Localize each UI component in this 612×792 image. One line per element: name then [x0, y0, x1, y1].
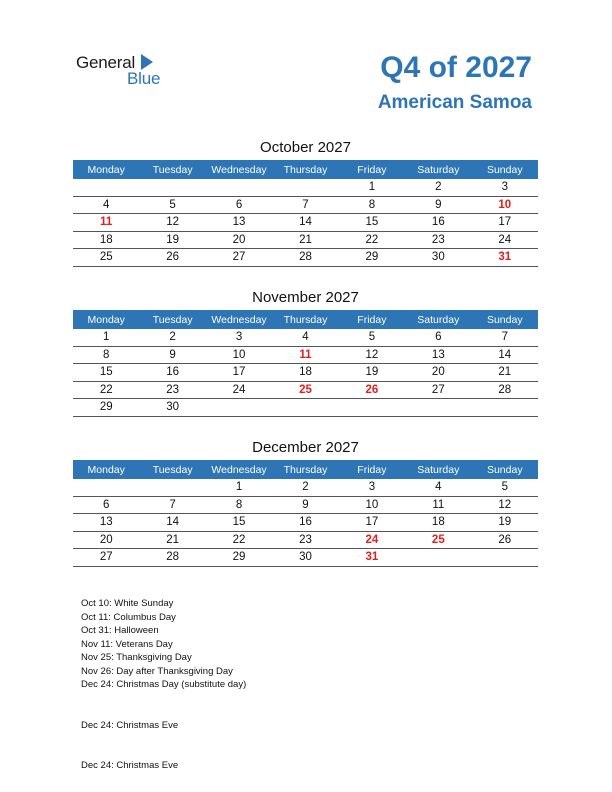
weekday-header-saturday: Saturday	[405, 310, 471, 329]
day-cell: 23	[272, 531, 338, 549]
day-cell: 7	[272, 196, 338, 214]
day-cell: 31	[472, 249, 538, 267]
day-cell: 2	[405, 179, 471, 196]
brand-general-text: General	[76, 53, 136, 72]
day-cell: 21	[472, 364, 538, 382]
month-title: October 2027	[260, 139, 351, 156]
weekday-header-monday: Monday	[73, 310, 139, 329]
weekday-header-friday: Friday	[339, 310, 405, 329]
week-row	[73, 531, 538, 549]
day-cell: 22	[339, 231, 405, 249]
day-cell: 14	[139, 514, 205, 532]
day-cell: 15	[73, 364, 139, 382]
day-cell: 9	[139, 346, 205, 364]
day-cell: 20	[73, 531, 139, 549]
week-row	[73, 549, 538, 567]
day-cell: 17	[206, 364, 272, 382]
empty-day-cell	[139, 179, 205, 196]
page-subtitle: American Samoa	[377, 92, 532, 113]
day-cell: 22	[73, 381, 139, 399]
weekday-header-wednesday: Wednesday	[206, 310, 272, 329]
weekday-header-thursday: Thursday	[272, 460, 338, 479]
empty-day-cell	[472, 399, 538, 417]
day-cell: 19	[139, 231, 205, 249]
empty-day-cell	[73, 179, 139, 196]
day-cell: 25	[405, 531, 471, 549]
week-row	[73, 364, 538, 382]
week-row	[73, 346, 538, 364]
day-cell: 25	[272, 381, 338, 399]
weekday-header-sunday: Sunday	[472, 160, 538, 179]
day-cell: 25	[73, 249, 139, 267]
week-row	[73, 399, 538, 417]
weekday-header-tuesday: Tuesday	[139, 160, 205, 179]
weekday-header-saturday: Saturday	[405, 460, 471, 479]
day-cell: 27	[73, 549, 139, 567]
holiday-spacer	[81, 732, 246, 759]
month-table	[73, 160, 538, 267]
day-cell: 12	[339, 346, 405, 364]
holiday-item: Oct 11: Columbus Day	[81, 611, 176, 623]
day-cell: 26	[339, 381, 405, 399]
day-cell: 26	[472, 531, 538, 549]
month-calendar-october	[73, 137, 538, 267]
day-cell: 7	[472, 329, 538, 346]
weekday-header-wednesday: Wednesday	[206, 460, 272, 479]
weekday-header-friday: Friday	[339, 160, 405, 179]
day-cell: 22	[206, 531, 272, 549]
holiday-item: Dec 24: Christmas Eve	[81, 760, 179, 771]
day-cell: 8	[206, 496, 272, 514]
day-cell: 10	[339, 496, 405, 514]
brand-blue-text: Blue	[127, 69, 161, 88]
day-cell: 28	[272, 249, 338, 267]
weekday-header-monday: Monday	[73, 460, 139, 479]
day-cell: 28	[472, 381, 538, 399]
day-cell: 21	[272, 231, 338, 249]
day-cell: 26	[139, 249, 205, 267]
day-cell: 6	[405, 329, 471, 346]
day-cell: 10	[206, 346, 272, 364]
day-cell: 12	[472, 496, 538, 514]
day-cell: 2	[139, 329, 205, 346]
weekday-header-wednesday: Wednesday	[206, 160, 272, 179]
weekday-header-sunday: Sunday	[472, 460, 538, 479]
weekday-header-saturday: Saturday	[405, 160, 471, 179]
day-cell: 29	[206, 549, 272, 567]
empty-day-cell	[73, 479, 139, 496]
week-row	[73, 381, 538, 399]
day-cell: 30	[139, 399, 205, 417]
day-cell: 6	[206, 196, 272, 214]
day-cell: 13	[405, 346, 471, 364]
day-cell: 13	[206, 214, 272, 232]
weekday-header-tuesday: Tuesday	[139, 460, 205, 479]
day-cell: 9	[272, 496, 338, 514]
brand-logo	[76, 53, 176, 87]
month-title: November 2027	[252, 289, 359, 306]
day-cell: 5	[339, 329, 405, 346]
day-cell: 5	[472, 479, 538, 496]
empty-day-cell	[139, 479, 205, 496]
day-cell: 5	[139, 196, 205, 214]
day-cell: 4	[405, 479, 471, 496]
day-cell: 23	[405, 231, 471, 249]
day-cell: 23	[139, 381, 205, 399]
holiday-list	[81, 597, 246, 773]
day-cell: 20	[405, 364, 471, 382]
day-cell: 27	[206, 249, 272, 267]
day-cell: 15	[206, 514, 272, 532]
day-cell: 1	[339, 179, 405, 196]
day-cell: 24	[206, 381, 272, 399]
day-cell: 7	[139, 496, 205, 514]
week-row	[73, 231, 538, 249]
day-cell: 17	[472, 214, 538, 232]
day-cell: 2	[272, 479, 338, 496]
day-cell: 29	[339, 249, 405, 267]
day-cell: 4	[73, 196, 139, 214]
month-table	[73, 310, 538, 417]
holiday-item: Nov 25: Thanksgiving Day	[81, 652, 192, 663]
week-row	[73, 329, 538, 346]
month-table	[73, 460, 538, 567]
day-cell: 9	[405, 196, 471, 214]
day-cell: 24	[339, 531, 405, 549]
day-cell: 8	[339, 196, 405, 214]
logo-flag-icon	[141, 54, 153, 70]
day-cell: 20	[206, 231, 272, 249]
day-cell: 30	[405, 249, 471, 267]
week-row	[73, 479, 538, 496]
month-calendar-november	[73, 287, 538, 417]
day-cell: 28	[139, 549, 205, 567]
day-cell: 8	[73, 346, 139, 364]
week-row	[73, 214, 538, 232]
weekday-header-tuesday: Tuesday	[139, 310, 205, 329]
week-row	[73, 249, 538, 267]
holiday-spacer	[81, 692, 246, 719]
day-cell: 29	[73, 399, 139, 417]
day-cell: 16	[405, 214, 471, 232]
day-cell: 10	[472, 196, 538, 214]
day-cell: 3	[206, 329, 272, 346]
holiday-item: Nov 26: Day after Thanksgiving Day	[81, 665, 233, 677]
day-cell: 4	[272, 329, 338, 346]
week-row	[73, 496, 538, 514]
day-cell: 1	[206, 479, 272, 496]
weekday-header-thursday: Thursday	[272, 310, 338, 329]
empty-day-cell	[405, 399, 471, 417]
holiday-item: Dec 24: Christmas Eve	[81, 719, 179, 731]
day-cell: 27	[405, 381, 471, 399]
empty-day-cell	[206, 399, 272, 417]
day-cell: 21	[139, 531, 205, 549]
day-cell: 3	[472, 179, 538, 196]
weekday-header-thursday: Thursday	[272, 160, 338, 179]
day-cell: 18	[405, 514, 471, 532]
holiday-item: Oct 31: Halloween	[81, 625, 159, 636]
day-cell: 12	[139, 214, 205, 232]
week-row	[73, 179, 538, 196]
empty-day-cell	[272, 399, 338, 417]
day-cell: 15	[339, 214, 405, 232]
week-row	[73, 514, 538, 532]
day-cell: 11	[405, 496, 471, 514]
weekday-header-monday: Monday	[73, 160, 139, 179]
day-cell: 30	[272, 549, 338, 567]
day-cell: 24	[472, 231, 538, 249]
weekday-header-row	[73, 160, 538, 179]
weekday-header-friday: Friday	[339, 460, 405, 479]
empty-day-cell	[405, 549, 471, 567]
page-title: Q4 of 2027	[380, 51, 532, 84]
day-cell: 14	[272, 214, 338, 232]
holiday-item: Nov 11: Veterans Day	[81, 638, 173, 650]
day-cell: 11	[272, 346, 338, 364]
day-cell: 16	[272, 514, 338, 532]
empty-day-cell	[206, 179, 272, 196]
day-cell: 31	[339, 549, 405, 567]
weekday-header-row	[73, 310, 538, 329]
day-cell: 6	[73, 496, 139, 514]
holiday-item: Oct 10: White Sunday	[81, 598, 174, 609]
weekday-header-row	[73, 460, 538, 479]
day-cell: 19	[472, 514, 538, 532]
weekday-header-sunday: Sunday	[472, 310, 538, 329]
month-title: December 2027	[252, 439, 359, 456]
empty-day-cell	[272, 179, 338, 196]
day-cell: 14	[472, 346, 538, 364]
day-cell: 18	[73, 231, 139, 249]
day-cell: 18	[272, 364, 338, 382]
day-cell: 16	[139, 364, 205, 382]
day-cell: 13	[73, 514, 139, 532]
day-cell: 3	[339, 479, 405, 496]
day-cell: 11	[73, 214, 139, 232]
day-cell: 1	[73, 329, 139, 346]
month-calendar-december	[73, 437, 538, 567]
empty-day-cell	[339, 399, 405, 417]
day-cell: 17	[339, 514, 405, 532]
holiday-item: Dec 24: Christmas Day (substitute day)	[81, 679, 247, 690]
day-cell: 19	[339, 364, 405, 382]
week-row	[73, 196, 538, 214]
empty-day-cell	[472, 549, 538, 567]
